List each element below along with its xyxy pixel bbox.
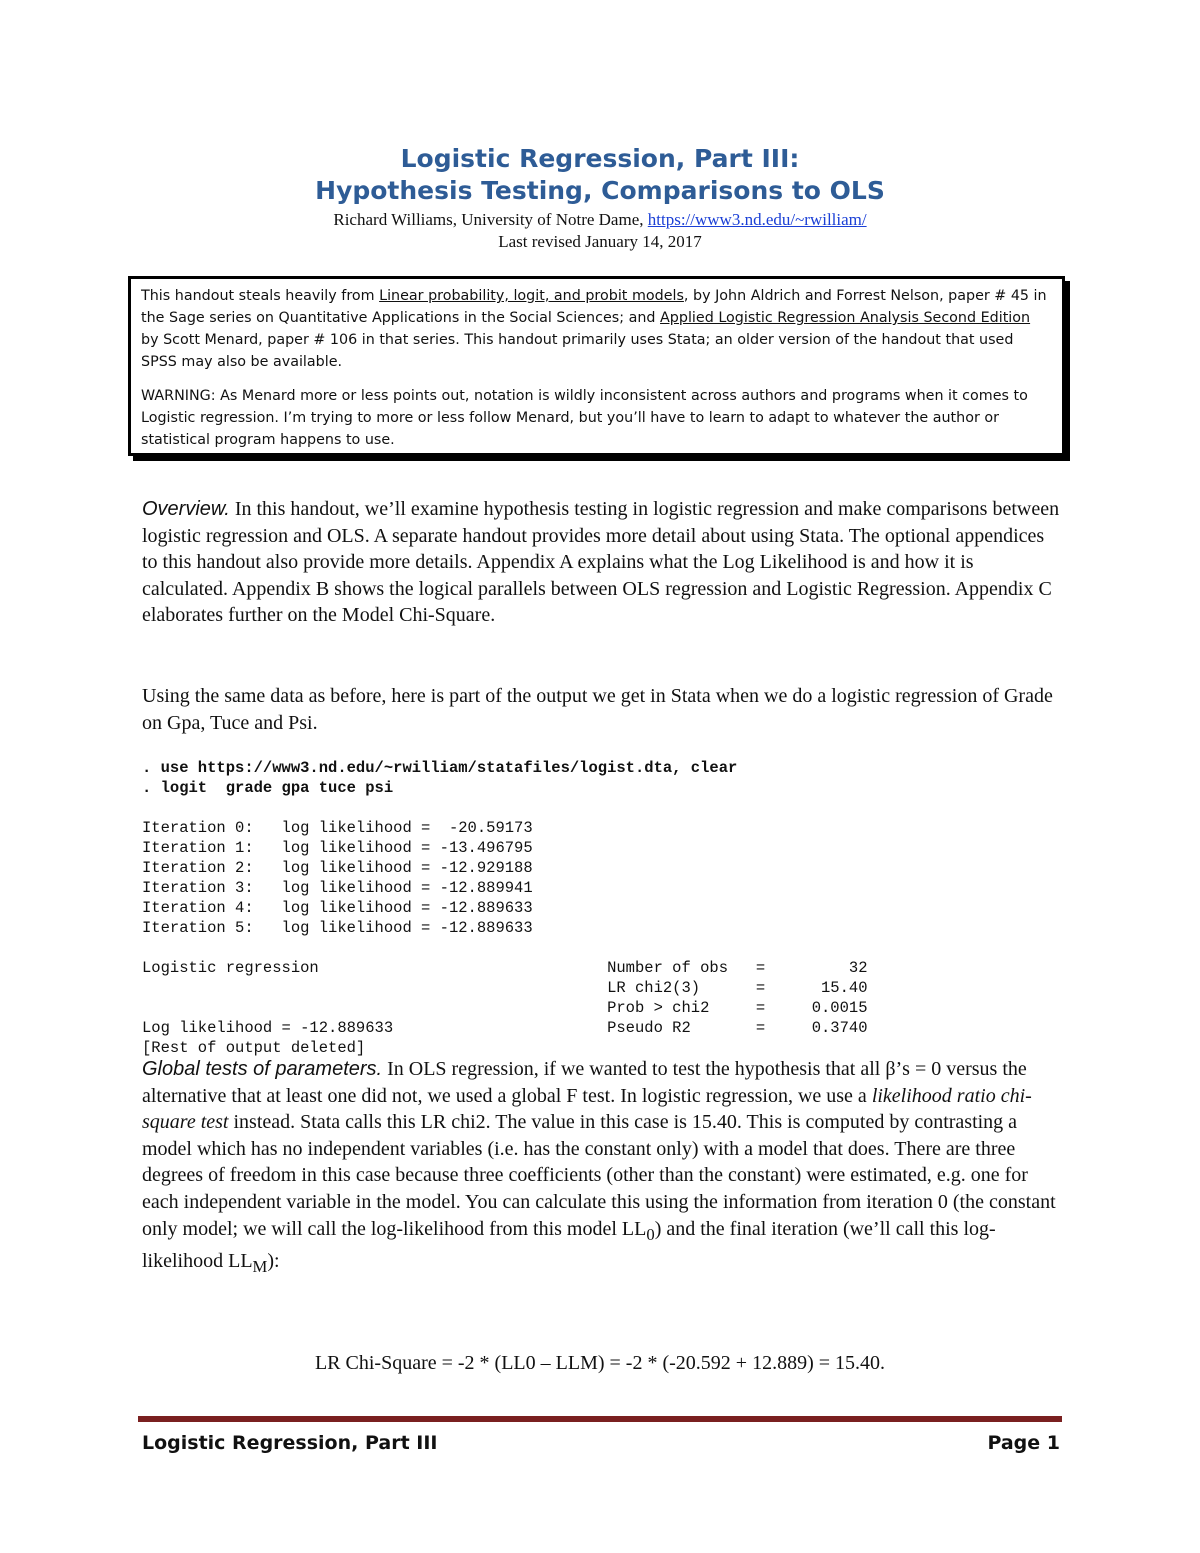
summary-line: [Rest of output deleted] [142, 1039, 366, 1057]
stata-iterations [142, 818, 1042, 938]
global-tests-heading: Global tests of parameters. [142, 1058, 383, 1080]
stata-command-line: . logit grade gpa tuce psi [142, 779, 394, 797]
iteration-line: Iteration 1: log likelihood = -13.496795 [142, 839, 533, 857]
book-title-menard: Applied Logistic Regression Analysis Second Edition [660, 310, 1031, 326]
lr-test-term: likelihood ratio chi-square test [142, 1084, 1032, 1134]
iteration-line: Iteration 5: log likelihood = -12.889633 [142, 919, 533, 937]
overview-paragraph: Overview. In this handout, we’ll examine hypothesis testing in logistic regression and make comparisons between logistic regression and OLS. A separate handout provides more detail about using Stata. The optional appendices to this handout also provide more details. Appendix A explains what the Log Likelihood is and how it is calculated. Appendix B shows the logical parallels between OLS regression and Logistic Regression. Appendix C elaborates further on the Model Chi-Square. [142, 498, 1060, 627]
stata-summary [142, 958, 1042, 1058]
summary-line: Log likelihood = -12.889633 Pseudo R2 = 0.3740 [142, 1019, 868, 1037]
data-intro-paragraph: Using the same data as before, here is part of the output we get in Stata when we do a logistic regression of Grade on Gpa, Tuce and Psi. [142, 685, 1053, 734]
book-title-aldrich-nelson: Linear probability, logit, and probit models [379, 288, 684, 304]
lr-chi-square-formula: LR Chi-Square = -2 * (LL0 – LLM) = -2 * (-20.592 + 12.889) = 15.40. [314, 1352, 886, 1374]
page-number: Page 1 [987, 1432, 1060, 1454]
summary-line: Logistic regression Number of obs = 32 [142, 959, 868, 977]
footer-title: Logistic Regression, Part III [142, 1432, 438, 1454]
author-text: Richard Williams, University of Notre Dame, [333, 210, 644, 229]
summary-line: Prob > chi2 = 0.0015 [142, 999, 868, 1017]
revision-date: Last revised January 14, 2017 [498, 232, 702, 251]
stata-commands [142, 758, 1042, 798]
author-website-link[interactable]: https://www3.nd.edu/~rwilliam/ [647, 210, 867, 229]
footer-divider [138, 1416, 1062, 1422]
notice-box [128, 276, 1065, 456]
iteration-line: Iteration 4: log likelihood = -12.889633 [142, 899, 533, 917]
stata-command-line: . use https://www3.nd.edu/~rwilliam/statafiles/logist.dta, clear [142, 759, 738, 777]
global-tests-paragraph: Global tests of parameters. In OLS regression, if we wanted to test the hypothesis that all β’s = 0 versus the alternative that at least one did not, we used a global F test. In logistic regression, we use a likelihood ratio chi-square test instead. Stata calls this LR chi2. The value in this case is 15.40. This is computed by contrasting a model which has no independent variables (i.e. has the constant only) with a model that does. There are three degrees of freedom in this case because three coefficients (other than the constant) were estimated, e.g. one for each independent variable in the model. You can calculate this using the information from iteration 0 (the constant only model; we will call the log-likelihood from this model $LL_0$) and the final iteration (we’ll call this log-likelihood $LL_M$): [142, 1058, 1056, 1277]
warning-paragraph: WARNING: As Menard more or less points out, notation is wildly inconsistent across authors and programs when it comes to Logistic regression. I’m trying to more or less follow Menard, but you’ll have to learn to adapt to whatever the author or statistical program happens to use. [141, 388, 1028, 448]
document-subtitle: Hypothesis Testing, Comparisons to OLS [315, 176, 885, 205]
iteration-line: Iteration 2: log likelihood = -12.929188 [142, 859, 533, 877]
summary-line: LR chi2(3) = 15.40 [142, 979, 868, 997]
document-title: Logistic Regression, Part III: [400, 144, 800, 173]
notice-paragraph: This handout steals heavily from Linear probability, logit, and probit models, by John Aldrich and Forrest Nelson, paper # 45 in the Sage series on Quantitative Applications in the Social Sciences; and Applied Logistic Regression Analysis Second Edition by Scott Menard, paper # 106 in that series. This handout primarily uses Stata; an older version of the handout that used SPSS may also be available. [141, 288, 1047, 370]
iteration-line: Iteration 3: log likelihood = -12.889941 [142, 879, 533, 897]
iteration-line: Iteration 0: log likelihood = -20.59173 [142, 819, 533, 837]
overview-heading: Overview. [142, 498, 230, 520]
author-line [0, 210, 1200, 230]
